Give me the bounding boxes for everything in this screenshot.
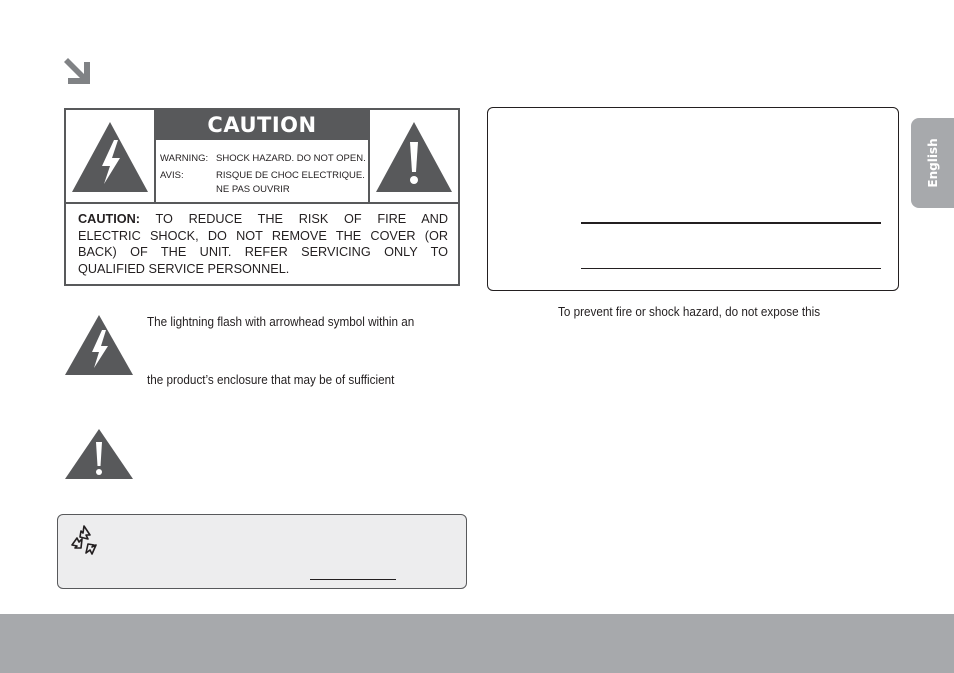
safety-notice-box [487, 107, 899, 291]
caution-header-cell [154, 110, 370, 202]
avis-key: AVIS: [160, 170, 184, 181]
lightning-symbol-text-1: The lightning flash with arrowhead symbol within an [147, 314, 415, 329]
caution-body-label: CAUTION: [78, 212, 141, 226]
fire-shock-caption: To prevent fire or shock hazard, do not expose this [558, 304, 821, 319]
caution-body-line-2: ELECTRIC SHOCK, DO NOT REMOVE THE COVER (OR [78, 228, 448, 243]
recycling-notice [57, 514, 467, 589]
caution-title: CAUTION [154, 110, 370, 140]
caution-divider [66, 202, 458, 204]
notice-rule-2 [581, 268, 881, 269]
notice-rule-1 [581, 222, 881, 224]
avis-value-2: NE PAS OUVRIR [216, 184, 290, 195]
caution-body-line-1 [78, 211, 448, 228]
exclamation-warning-cell [368, 110, 458, 202]
language-tab[interactable] [911, 118, 954, 208]
avis-value: RISQUE DE CHOC ELECTRIQUE. [216, 170, 365, 181]
language-tab-label: English [925, 138, 940, 188]
exclamation-warning-icon [374, 120, 454, 194]
recycle-link-underline[interactable] [310, 579, 396, 580]
lightning-warning-cell [66, 110, 156, 202]
recycle-icon [66, 523, 102, 564]
warning-key: WARNING: [160, 153, 209, 164]
caution-label [64, 108, 460, 286]
warning-value: SHOCK HAZARD. DO NOT OPEN. [216, 153, 366, 164]
footer-bar [0, 614, 954, 673]
lightning-symbol-text-2: the product’s enclosure that may be of sufficient [147, 372, 395, 387]
exclamation-warning-icon [64, 428, 134, 485]
caution-body [78, 211, 448, 277]
caution-body-text-1: TO REDUCE THE RISK OF FIRE AND [155, 212, 448, 226]
lightning-warning-icon [64, 314, 134, 381]
caution-body-line-3: BACK) OF THE UNIT. REFER SERVICING ONLY TO [78, 245, 448, 259]
arrow-down-right-icon [60, 54, 94, 88]
caution-body-line-4: QUALIFIED SERVICE PERSONNEL. [78, 261, 290, 276]
lightning-warning-icon [70, 120, 150, 194]
